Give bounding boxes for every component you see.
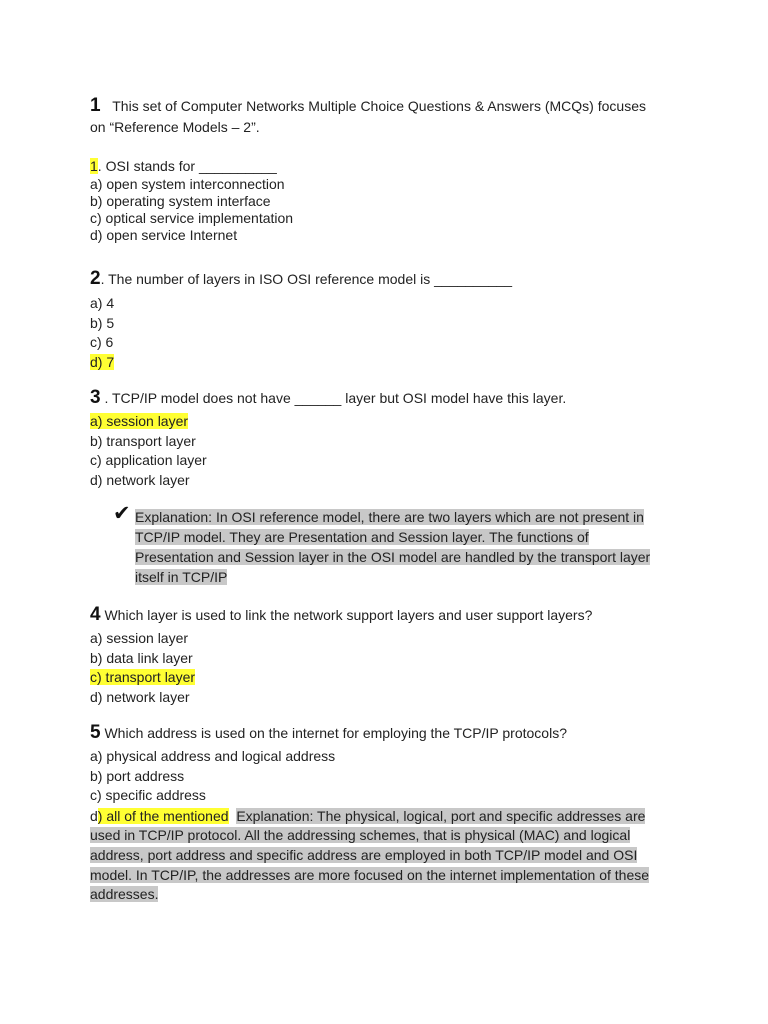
q3-explanation-line-2 [135, 527, 589, 547]
intro-number: 1 [90, 95, 101, 116]
q5-explanation-text-4: model. In TCP/IP, the addresses are more focused on the internet implementation of these [90, 867, 650, 883]
question-1-number: 1 [90, 158, 98, 174]
question-3-number: 3 [90, 387, 101, 408]
q4-option-d: d) network layer [90, 689, 190, 705]
question-5 [90, 724, 567, 742]
question-2-text: . The number of layers in ISO OSI reference model is __________ [100, 271, 512, 287]
q3-explanation-text-1: Explanation: In OSI reference model, there are two layers which are not present in [135, 509, 644, 525]
q5-explanation-line-3 [90, 845, 637, 865]
checkmark-icon: ✔ [113, 502, 131, 525]
q3-explanation-line-3 [135, 547, 650, 567]
intro-line-2: on “Reference Models – 2”. [90, 119, 260, 135]
q5-explanation-text-2: used in TCP/IP protocol. All the addressing schemes, that is physical (MAC) and logical [90, 827, 631, 843]
q2-answer-highlight: d) 7 [90, 354, 115, 370]
question-3 [90, 389, 566, 407]
q3-option-b: b) transport layer [90, 433, 196, 449]
question-1 [90, 157, 277, 175]
q3-explanation-line-1 [135, 507, 644, 527]
question-5-text: Which address is used on the internet for employing the TCP/IP protocols? [100, 725, 567, 741]
intro-text-1: This set of Computer Networks Multiple Choice Questions & Answers (MCQs) focuses [112, 98, 646, 114]
question-1-text: . OSI stands for __________ [97, 158, 277, 174]
q1-option-b: b) operating system interface [90, 193, 271, 209]
q2-option-c: c) 6 [90, 334, 114, 350]
q1-option-a: a) open system interconnection [90, 176, 285, 192]
q5-explanation-text-3: address, port address and specific address are employed in both TCP/IP model and OSI [90, 847, 638, 863]
question-2 [90, 270, 512, 288]
q5-answer-prefix: d [90, 808, 98, 824]
q3-explanation-line-4 [135, 567, 227, 587]
question-5-number: 5 [90, 722, 101, 743]
q3-option-a [90, 412, 188, 430]
q5-option-d [90, 806, 645, 826]
q1-option-c: c) optical service implementation [90, 210, 294, 226]
q5-explanation-text-5: addresses. [90, 886, 159, 902]
q2-option-b: b) 5 [90, 315, 115, 331]
intro-line-1 [90, 97, 646, 115]
q4-option-b: b) data link layer [90, 650, 193, 666]
q3-explanation-text-2: TCP/IP model. They are Presentation and Session layer. The functions of [135, 529, 589, 545]
q4-option-a: a) session layer [90, 630, 189, 646]
q5-explanation-first: Explanation: The physical, logical, port and specific addresses are [236, 808, 646, 824]
q2-option-d [90, 353, 114, 371]
q5-option-b: b) port address [90, 768, 185, 784]
q3-answer-highlight: a) session layer [90, 413, 189, 429]
q3-explanation-text-3: Presentation and Session layer in the OSI model are handled by the transport layer [135, 549, 651, 565]
q3-option-d: d) network layer [90, 472, 190, 488]
q4-option-c [90, 668, 195, 686]
q5-option-a: a) physical address and logical address [90, 748, 336, 764]
q5-explanation-line-4 [90, 865, 649, 885]
q5-explanation-line-5 [90, 884, 158, 904]
q5-option-c: c) specific address [90, 787, 206, 803]
q3-explanation-text-4: itself in TCP/IP [135, 569, 228, 585]
question-4-text: Which layer is used to link the network support layers and user support layers? [100, 607, 593, 623]
q5-explanation-line-2 [90, 825, 630, 845]
q3-option-c: c) application layer [90, 452, 207, 468]
q5-answer-highlight: ) all of the mentioned [97, 808, 229, 824]
q1-option-d: d) open service Internet [90, 227, 238, 243]
question-3-text: . TCP/IP model does not have ______ layer but OSI model have this layer. [100, 390, 567, 406]
question-4 [90, 606, 592, 624]
q2-option-a: a) 4 [90, 295, 115, 311]
q4-answer-highlight: c) transport layer [90, 669, 196, 685]
question-4-number: 4 [90, 604, 101, 625]
question-2-number: 2 [90, 268, 101, 289]
